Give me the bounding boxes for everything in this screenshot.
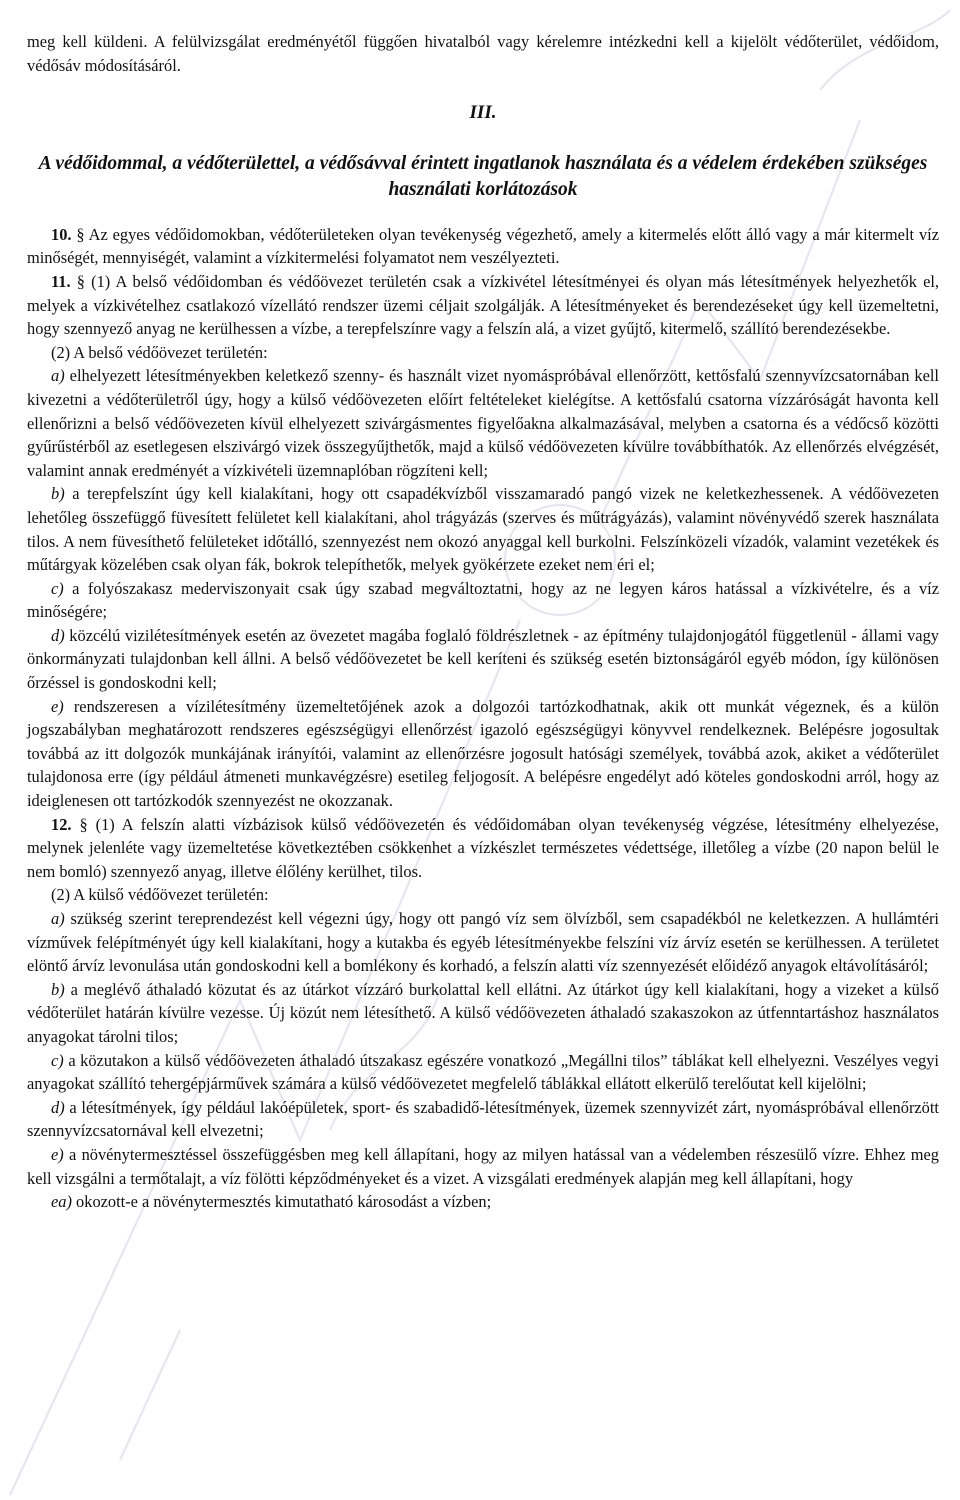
- section-sign: §: [79, 814, 88, 834]
- intro-paragraph: meg kell küldeni. A felülvizsgálat eredményétől függően hivatalból vagy kérelemre intézkedni kell a kijelölt védőterület, védőidom, védősáv módosításáról.: [27, 32, 939, 75]
- section-sign: §: [76, 224, 85, 244]
- list-item: [27, 1049, 939, 1096]
- section-text: (1) A felszín alatti vízbázisok külső védőövezetén és védőidomában olyan tevékenység végzése, létesítmény elhelyezése, melynek jelenléte vagy üzemeltetése következtében csökkenhet a vízkészlet természetes védettsége, illetőleg a vízbe (20 napon belül le nem bomló) szennyező anyag, illetve élőlény kerülhet, tilos.: [27, 814, 939, 881]
- item-label: b): [51, 979, 65, 999]
- section-11-paragraph-2: (2) A belső védőövezet területén:: [51, 342, 268, 362]
- item-text: elhelyezett létesítményekben keletkező szenny- és használt vizet nyomáspróbával ellenőrzött, kettősfalú szennyvízcsatornában kell kivezetni a védőterületről úgy, hogy a külső védőövezeten előírt feltételeket kielégítse. A kettősfalú csatorna vízzáróságát havonta kell ellenőrizni a belső védőövezeten kívül elhelyezett szivárgásmentes figyelőakna alkalmazásával, melyben a csatorna és a védőcső közötti gyűrűstérből az esetlegesen elszivárgó vizek összegyűjthetők, majd a külső védőövezeten kívülre továbbíthatók. Az ellenőrzés elvégzését, valamint annak eredményét a vízkivételi üzemnaplóban rögzíteni kell;: [27, 366, 939, 480]
- item-text: rendszeresen a vízilétesítmény üzemeltetőjének azok a dolgozói tartózkodhatnak, akik ott munkát végeznek, és a külön jogszabályban meghatározott rendszeres egészségügyi ellenőrzést igazoló egészségügyi könyvvel rendelkeznek. Belépésre jogosultak továbbá az itt dolgozók munkájának irányítói, valamint az ellenőrzésre jogosult hatósági személyek, továbbá azok, akiket a védőterület tulajdonosa erre (így például átmeneti munkavégzésre) esetileg feljogosít. A belépésre engedélyt adó köteles gondoskodni arról, hogy az ideiglenesen ott tartózkodók szennyezést ne okozzanak.: [27, 696, 939, 811]
- list-item: [27, 624, 939, 695]
- list-item: [27, 1096, 939, 1143]
- list-item: [27, 1190, 939, 1214]
- item-label: a): [51, 909, 65, 928]
- item-text: a folyószakasz mederviszonyait csak úgy szabad megváltoztatni, hogy az ne legyen káros hatással a vízkivételre, és a víz minőségére;: [27, 578, 939, 622]
- item-label: d): [51, 625, 65, 645]
- section-12-paragraph-1: [27, 813, 939, 884]
- item-text: okozott-e a növénytermesztés kimutatható károsodást a vízben;: [76, 1192, 492, 1212]
- section-11-paragraph-1: [27, 270, 939, 341]
- section-12-paragraph-2: (2) A külső védőövezet területén:: [51, 885, 269, 905]
- item-label: e): [51, 1144, 64, 1164]
- item-label: c): [51, 1050, 64, 1070]
- list-item: [27, 1143, 939, 1190]
- item-text: a terepfelszínt úgy kell kialakítani, hogy ott csapadékvízből visszamaradó pangó vizek ne keletkezhessenek. A védőövezeten lehetőleg összefüggő füvesített felületet kell kialakítani, ahol trágyázás (szerves és műtrágyázás), valamint növényvédő szerek használata tilos. A nem füvesíthető felületeket időtálló, szennyezést nem okozó anyaggal kell burkolni. Felszínközeli vízadók, valamint vezetékek és műtárgyak közelében csak olyan fák, bokrok telepíthetők, melyek gyökérzete ezeket nem éri el;: [27, 484, 939, 575]
- document-page: [27, 30, 939, 1214]
- list-item: [27, 695, 939, 813]
- section-sign: §: [76, 271, 85, 291]
- chapter-number: III.: [469, 102, 497, 124]
- list-item: [27, 577, 939, 624]
- item-label: b): [51, 484, 65, 504]
- item-label: ea): [51, 1192, 72, 1212]
- item-label: a): [51, 366, 65, 386]
- section-10: [27, 223, 939, 270]
- item-text: a növénytermesztéssel összefüggésben meg kell állapítani, hogy az milyen hatással van a védelemben részesülő vízre. Ehhez meg kell vizsgálni a termőtalajt, a víz fölötti képződményeket és a vizet. A vizsgálati eredmények alapján meg kell állapítani, hogy: [27, 1144, 939, 1188]
- item-text: szükség szerint tereprendezést kell végezni úgy, hogy ott pangó víz sem ölvízből, sem csapadékból ne keletkezzen. A hullámtéri vízművek felépítményét úgy kell kialakítani, hogy a kutakba és egyéb létesítményekbe felszíni víz árvíz esetén se kerülhessen. A területet elöntő árvíz levonulása után gondoskodni kell a bomlékony és korhadó, a felszín alatti víz szennyezését előidéző anyagok eltávolításáról;: [27, 909, 939, 976]
- item-label: d): [51, 1097, 65, 1117]
- section-number: 11.: [51, 271, 71, 291]
- item-text: a létesítmények, így például lakóépületek, sport- és szabadidő-létesítmények, üzemek szennyvizét zárt, nyomáspróbával ellenőrzött szennyvízcsatornával kell elvezetni;: [27, 1097, 939, 1141]
- item-text: a meglévő áthaladó közutat és az útárkot vízzáró burkolattal kell ellátni. Az útárkot úgy kell kialakítani, hogy a vizeket a külső védőterület határán kívülre vezesse. Új közút nem létesíthető. A külső védőövezeten áthaladó szakaszokon az útfenntartáshoz használatos anyagokat tárolni tilos;: [27, 979, 939, 1046]
- section-number: 12.: [51, 814, 72, 834]
- item-label: c): [51, 578, 64, 598]
- item-label: e): [51, 696, 64, 716]
- chapter-title: A védőidommal, a védőterülettel, a védősávval érintett ingatlanok használata és a védelem érdekében szükséges használati korlátozások: [38, 152, 928, 200]
- section-text: Az egyes védőidomokban, védőterületeken olyan tevékenység végezhető, amely a kitermelés előtt álló vagy a már kitermelt víz minőségét, mennyiségét, valamint a vízkitermelési folyamatot nem veszélyezteti.: [27, 224, 939, 268]
- list-item: [27, 978, 939, 1049]
- section-text: (1) A belső védőidomban és védőövezet területén csak a vízkivétel létesítményei és olyan más létesítmények helyezhetők el, melyek a vízkivételhez csatlakozó vízellátó rendszer üzemi céljait szolgálják. A létesítményeket és berendezéseket úgy kell üzemeltetni, hogy szennyező anyag ne kerülhessen a vízbe, a terepfelszínre vagy a felszín alá, a vizet gyűjtő, kitermelő, szállító berendezésekbe.: [27, 271, 939, 339]
- list-item: [27, 482, 939, 576]
- item-text: a közutakon a külső védőövezeten áthaladó útszakasz egészére vonatkozó „Megállni tilos” táblákat kell elhelyezni. Veszélyes vegyi anyagokat szállító tehergépjárművek számára a külső védőövezetet megfelelő táblákkal ellátott elkerülő terelőutat kell kijelölni;: [27, 1050, 939, 1094]
- list-item: [27, 907, 939, 978]
- section-number: 10.: [51, 224, 72, 244]
- list-item: [27, 364, 939, 482]
- item-text: közcélú vizilétesítmények esetén az övezetet magába foglaló földrészletnek - az építmény tulajdonjogától függetlenül - állami vagy önkormányzati tulajdonban kell állni. A belső védőövezetet be kell keríteni és szükség esetén biztonságáról egyéb módon, így különösen őrzéssel is gondoskodni kell;: [27, 625, 939, 693]
